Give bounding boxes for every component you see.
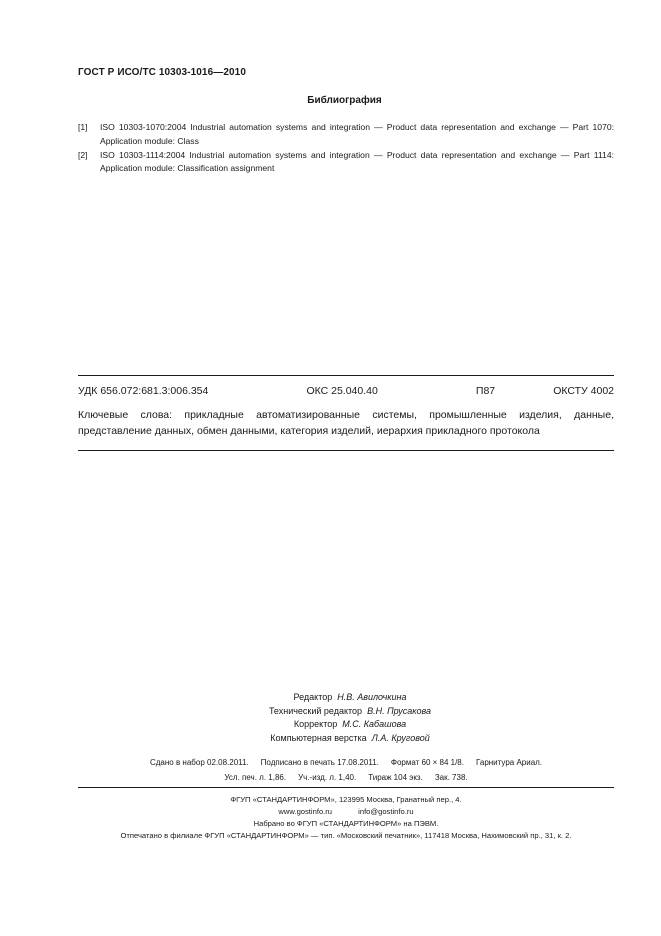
bibliography-item-text: ISO 10303-1070:2004 Industrial automation systems and integration — Product data representation and exchange — Part 1070: Application module: Class — [100, 122, 614, 146]
bibliography-item-number: [1] — [78, 122, 88, 132]
okstu-code: ОКСТУ 4002 — [553, 385, 614, 397]
staff-credits — [200, 691, 500, 745]
standard-designation: ГОСТ Р ИСО/ТС 10303-1016—2010 — [78, 67, 246, 78]
bibliography-item — [78, 149, 614, 176]
divider-bottom — [78, 450, 614, 451]
staff-line: Компьютерная верстка Л.А. Круговой — [270, 732, 430, 743]
publisher-website: www.gostinfo.ru — [278, 807, 333, 816]
print-info — [78, 755, 614, 785]
oks-code: ОКС 25.040.40 — [306, 385, 378, 397]
staff-line: Редактор Н.В. Авилочкина — [293, 692, 407, 702]
publisher-info — [78, 794, 614, 842]
staff-line: Корректор М.С. Кабашова — [293, 719, 407, 729]
classification-codes — [78, 385, 614, 397]
bibliography-item-text: ISO 10303-1114:2004 Industrial automation systems and integration — Product data representation and exchange — Part 1114: Application module: Classification assignment — [100, 149, 614, 173]
printed-note: Отпечатано в филиале ФГУП «СТАНДАРТИНФОРМ» — тип. «Московский печатник», 117418 Москва, Нахимовский пр., 31, к. 2. — [120, 831, 572, 840]
publisher-contacts — [78, 806, 614, 818]
print-info-row: Сдано в набор 02.08.2011. Подписано в печать 17.08.2011. Формат 60 × 84 1/8. Гарнитура Ариал. — [149, 758, 543, 767]
print-info-row: Усл. печ. л. 1,86. Уч.-изд. л. 1,40. Тираж 104 экз. Зак. 738. — [224, 773, 468, 782]
divider-top — [78, 375, 614, 376]
divider-footer — [78, 787, 614, 788]
p-code: П87 — [475, 385, 496, 397]
staff-line: Технический редактор В.Н. Прусакова — [268, 705, 432, 716]
bibliography-item-number: [2] — [78, 149, 88, 160]
keywords-paragraph: Ключевые слова: прикладные автоматизированные системы, промышленные изделия, данные, представление данных, обмен данными, категория изделий, иерархия прикладного протокола — [78, 409, 614, 437]
bibliography-item — [78, 121, 614, 148]
publisher-address: ФГУП «СТАНДАРТИНФОРМ», 123995 Москва, Гранатный пер., 4. — [230, 795, 462, 804]
bibliography-list — [78, 121, 614, 176]
typeset-note: Набрано во ФГУП «СТАНДАРТИНФОРМ» на ПЭВМ. — [253, 819, 439, 828]
bibliography-title: Библиография — [307, 95, 382, 106]
udk-code: УДК 656.072:681.3:006.354 — [78, 385, 209, 397]
publisher-email: info@gostinfo.ru — [358, 807, 414, 816]
